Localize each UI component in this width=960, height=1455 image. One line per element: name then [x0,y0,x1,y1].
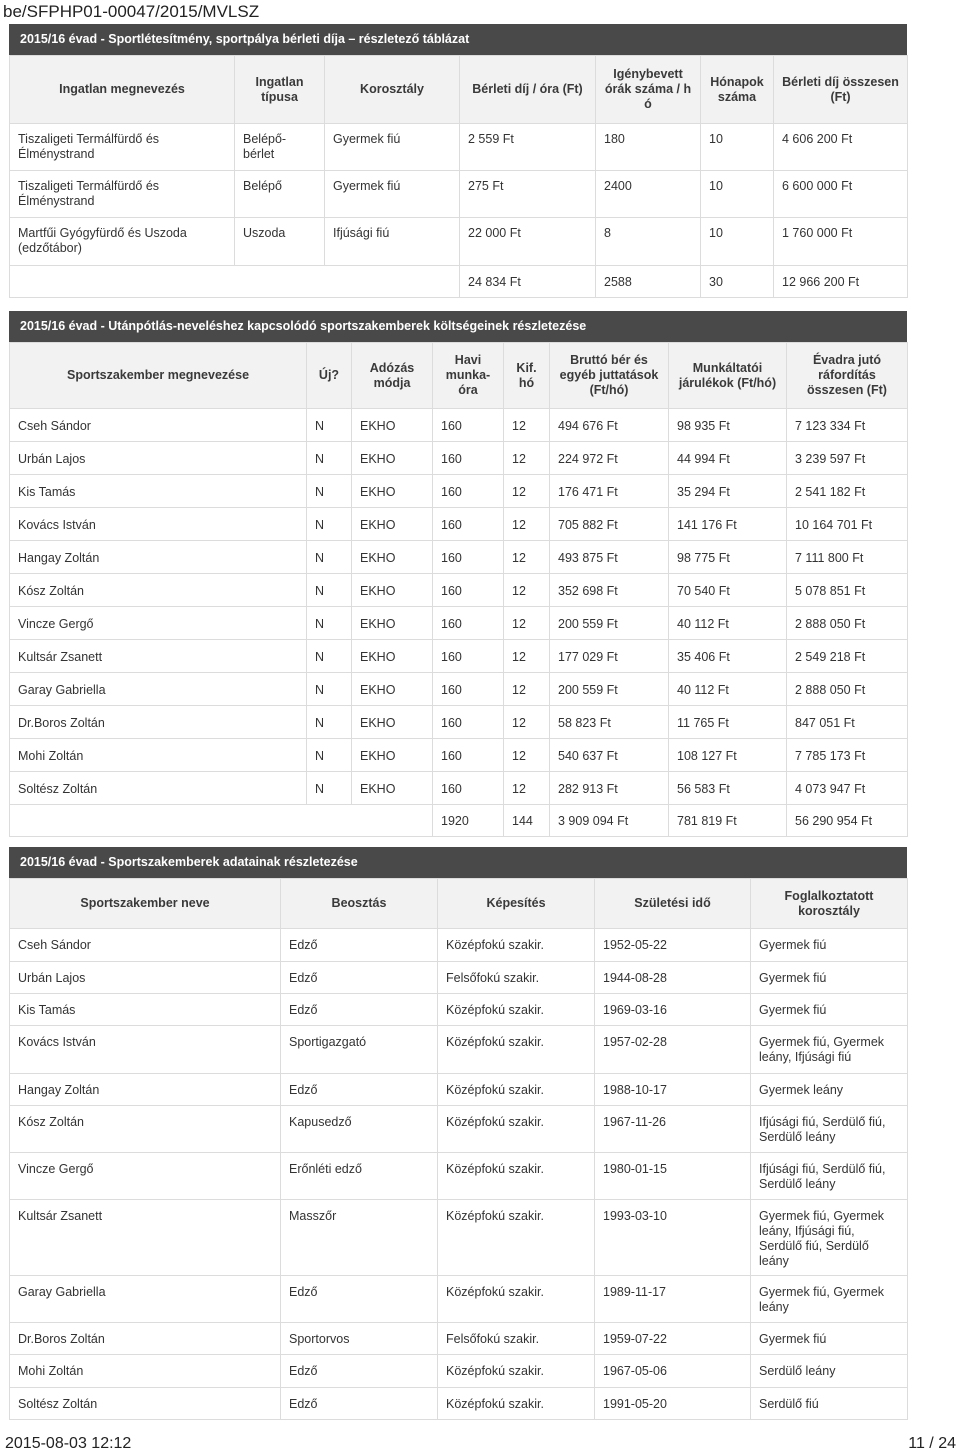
table-row [10,1026,908,1074]
table-cell: 3 239 597 Ft [787,442,908,475]
total-cell: 2588 [596,266,701,298]
table-cell: Belépő [235,171,325,218]
table-cell: Cseh Sándor [10,409,307,442]
table-cell: EKHO [352,475,433,508]
column-header: Képesítés [438,879,595,929]
table-cell: 352 698 Ft [550,574,669,607]
table-cell: 58 823 Ft [550,706,669,739]
table-cell: EKHO [352,574,433,607]
table-cell: EKHO [352,508,433,541]
total-cell: 56 290 954 Ft [787,805,908,837]
table-cell: 160 [433,475,504,508]
table-row [10,1200,908,1276]
table-cell: Középfokú szakir. [438,1276,595,1323]
table-cell: 40 112 Ft [669,673,787,706]
table-cell: EKHO [352,442,433,475]
table-cell: Cseh Sándor [10,929,281,962]
column-header: Ingatlan típusa [235,56,325,124]
table-cell: 7 111 800 Ft [787,541,908,574]
column-header: Születési idő [595,879,751,929]
table-row [10,218,908,266]
table-row [10,124,908,171]
table-cell: Garay Gabriella [10,1276,281,1323]
table-cell: 1967-11-26 [595,1106,751,1153]
table-cell: 1989-11-17 [595,1276,751,1323]
table-cell: 8 [596,218,701,266]
table-cell: Gyermek fiú, Gyermek leány, Ifjúsági fiú, Serdülő fiú, Serdülő leány [751,1200,908,1276]
table-cell: N [307,607,352,640]
table-cell: 494 676 Ft [550,409,669,442]
coach-details-table [9,878,908,1420]
table-cell: Kultsár Zsanett [10,1200,281,1276]
table-cell: 493 875 Ft [550,541,669,574]
table-cell: 847 051 Ft [787,706,908,739]
total-cell: 30 [701,266,774,298]
column-header: Munkáltatói járulékok (Ft/hó) [669,343,787,409]
table-row [10,772,908,805]
table-cell: 180 [596,124,701,171]
table-cell: Serdülő fiú [751,1388,908,1420]
table-cell: 7 123 334 Ft [787,409,908,442]
table-cell: Soltész Zoltán [10,1388,281,1420]
table-cell: N [307,508,352,541]
table-row [10,739,908,772]
table-header-row [10,56,908,124]
table-cell: 12 [504,475,550,508]
table-cell: 22 000 Ft [460,218,596,266]
section-title: 2015/16 évad - Sportszakemberek adatainak részletezése [9,847,907,878]
page-number: 11 / 24 [908,1435,956,1452]
table-cell: N [307,673,352,706]
table-cell: 160 [433,574,504,607]
table-cell: Sportigazgató [281,1026,438,1074]
table-row [10,475,908,508]
table-cell: 108 127 Ft [669,739,787,772]
table-cell: Középfokú szakir. [438,1106,595,1153]
table-cell: 12 [504,739,550,772]
table-cell: 12 [504,640,550,673]
table-cell: Gyermek fiú [751,994,908,1026]
table-cell: 2 549 218 Ft [787,640,908,673]
table-cell: 44 994 Ft [669,442,787,475]
table-cell: 224 972 Ft [550,442,669,475]
table-cell: 2 888 050 Ft [787,673,908,706]
coach-cost-table [9,342,908,837]
table-row [10,962,908,994]
table-cell: Kósz Zoltán [10,574,307,607]
table-cell: 4 073 947 Ft [787,772,908,805]
table-cell: Edző [281,1074,438,1106]
total-cell: 144 [504,805,550,837]
table-cell: Tiszaligeti Termálfürdő és Élménystrand [10,124,235,171]
table-row [10,929,908,962]
table-cell: 200 559 Ft [550,607,669,640]
table-cell: 1980-01-15 [595,1153,751,1200]
table-cell: 12 [504,409,550,442]
table-cell: 177 029 Ft [550,640,669,673]
table-cell: 12 [504,442,550,475]
table-cell: Gyermek leány [751,1074,908,1106]
table-cell: 12 [504,673,550,706]
table-cell: Dr.Boros Zoltán [10,1323,281,1355]
table-cell: 160 [433,739,504,772]
table-cell: 1959-07-22 [595,1323,751,1355]
table-cell: 35 294 Ft [669,475,787,508]
table-cell: EKHO [352,409,433,442]
table-cell: EKHO [352,640,433,673]
table-cell: 1988-10-17 [595,1074,751,1106]
table-cell: 2 559 Ft [460,124,596,171]
table-cell: Középfokú szakir. [438,1388,595,1420]
table-cell: 1944-08-28 [595,962,751,994]
table-cell: Tiszaligeti Termálfürdő és Élménystrand [10,171,235,218]
table-cell: 6 600 000 Ft [774,171,908,218]
table-cell: 160 [433,508,504,541]
table-cell: 176 471 Ft [550,475,669,508]
table-cell: Hangay Zoltán [10,541,307,574]
table-row [10,1355,908,1388]
table-cell: 160 [433,706,504,739]
table-cell: 12 [504,508,550,541]
table-cell: Edző [281,1388,438,1420]
table-cell: Erőnléti edző [281,1153,438,1200]
table-cell: 10 [701,218,774,266]
document-id: be/SFPHP01-00047/2015/MVLSZ [3,2,260,21]
column-header: Bérleti díj összesen (Ft) [774,56,908,124]
table-row [10,442,908,475]
column-header: Sportszakember neve [10,879,281,929]
table-cell: 160 [433,541,504,574]
table-cell: Ifjúsági fiú, Serdülő fiú, Serdülő leány [751,1106,908,1153]
table-row [10,640,908,673]
table-cell: 1969-03-16 [595,994,751,1026]
table-cell: N [307,772,352,805]
table-row [10,508,908,541]
table-cell: 12 [504,706,550,739]
table-cell: Felsőfokú szakir. [438,1323,595,1355]
table-cell: Vincze Gergő [10,1153,281,1200]
table-cell: 1993-03-10 [595,1200,751,1276]
table-cell: Serdülő leány [751,1355,908,1388]
table-cell: N [307,739,352,772]
table-cell: 40 112 Ft [669,607,787,640]
total-row [10,266,908,298]
table-cell: Gyermek fiú, Gyermek leány, Ifjúsági fiú [751,1026,908,1074]
table-cell: Edző [281,994,438,1026]
table-cell: N [307,541,352,574]
table-cell: Ifjúsági fiú, Serdülő fiú, Serdülő leány [751,1153,908,1200]
table-row [10,1388,908,1420]
table-cell: N [307,442,352,475]
facility-rental-table [9,55,908,298]
section-title: 2015/16 évad - Sportlétesítmény, sportpálya bérleti díja – részletező táblázat [9,24,907,55]
table-cell: EKHO [352,541,433,574]
table-cell: Urbán Lajos [10,962,281,994]
total-cell: 12 966 200 Ft [774,266,908,298]
table-cell: Belépő-bérlet [235,124,325,171]
table-cell: EKHO [352,772,433,805]
table-cell: 10 [701,171,774,218]
table-cell: N [307,475,352,508]
table-cell: 540 637 Ft [550,739,669,772]
table-cell: Edző [281,1355,438,1388]
table-cell: 160 [433,607,504,640]
table-cell: 11 765 Ft [669,706,787,739]
table-cell: 1991-05-20 [595,1388,751,1420]
total-row [10,805,908,837]
coach-details-section [9,847,907,1420]
table-cell: Soltész Zoltán [10,772,307,805]
table-header-row [10,879,908,929]
table-cell: Gyermek fiú [751,962,908,994]
total-cell: 781 819 Ft [669,805,787,837]
table-cell: 2 888 050 Ft [787,607,908,640]
table-cell: Gyermek fiú [325,124,460,171]
table-row [10,673,908,706]
column-header: Kif. hó [504,343,550,409]
table-cell: Gyermek fiú [325,171,460,218]
table-cell: Edző [281,962,438,994]
table-row [10,1276,908,1323]
table-cell: Középfokú szakir. [438,1026,595,1074]
table-row [10,1074,908,1106]
table-row [10,409,908,442]
table-row [10,1323,908,1355]
table-cell: EKHO [352,607,433,640]
table-cell: Középfokú szakir. [438,929,595,962]
table-cell: Martfűi Gyógyfürdő és Uszoda (edzőtábor) [10,218,235,266]
table-cell: Kovács István [10,1026,281,1074]
table-header-row [10,343,908,409]
table-cell: 705 882 Ft [550,508,669,541]
total-cell: 3 909 094 Ft [550,805,669,837]
table-cell: N [307,706,352,739]
table-cell: Urbán Lajos [10,442,307,475]
table-cell: 2 541 182 Ft [787,475,908,508]
facility-rental-section [9,24,907,298]
table-cell: 10 [701,124,774,171]
table-cell: Felsőfokú szakir. [438,962,595,994]
table-cell: 282 913 Ft [550,772,669,805]
table-cell: 275 Ft [460,171,596,218]
table-cell: Edző [281,929,438,962]
table-cell: N [307,409,352,442]
table-row [10,541,908,574]
table-cell: Hangay Zoltán [10,1074,281,1106]
table-cell: Kapusedző [281,1106,438,1153]
table-cell: 2400 [596,171,701,218]
table-cell: Kultsár Zsanett [10,640,307,673]
column-header: Új? [307,343,352,409]
table-cell: EKHO [352,706,433,739]
table-cell: Garay Gabriella [10,673,307,706]
coach-cost-section [9,311,907,837]
table-row [10,171,908,218]
total-label-cell [10,805,433,837]
table-cell: Kis Tamás [10,475,307,508]
table-cell: Mohi Zoltán [10,739,307,772]
table-cell: Kovács István [10,508,307,541]
table-cell: Középfokú szakir. [438,994,595,1026]
total-cell: 1920 [433,805,504,837]
table-cell: 12 [504,574,550,607]
table-cell: Kis Tamás [10,994,281,1026]
section-title: 2015/16 évad - Utánpótlás-neveléshez kapcsolódó sportszakemberek költségeinek részletezése [9,311,907,342]
total-cell: 24 834 Ft [460,266,596,298]
table-cell: Uszoda [235,218,325,266]
table-cell: Középfokú szakir. [438,1153,595,1200]
total-label-cell [10,266,460,298]
column-header: Foglalkoztatott korosztály [751,879,908,929]
column-header: Igénybevett órák száma / h ó [596,56,701,124]
column-header: Sportszakember megnevezése [10,343,307,409]
table-row [10,574,908,607]
column-header: Bruttó bér és egyéb juttatások (Ft/hó) [550,343,669,409]
table-cell: Középfokú szakir. [438,1355,595,1388]
table-cell: Kósz Zoltán [10,1106,281,1153]
table-cell: Ifjúsági fiú [325,218,460,266]
table-row [10,994,908,1026]
table-cell: EKHO [352,739,433,772]
table-cell: 1967-05-06 [595,1355,751,1388]
table-cell: 4 606 200 Ft [774,124,908,171]
table-cell: 98 935 Ft [669,409,787,442]
column-header: Korosztály [325,56,460,124]
table-cell: Gyermek fiú [751,929,908,962]
table-cell: 1 760 000 Ft [774,218,908,266]
table-cell: N [307,640,352,673]
table-cell: Középfokú szakir. [438,1074,595,1106]
table-cell: 5 078 851 Ft [787,574,908,607]
table-cell: 160 [433,442,504,475]
table-row [10,1106,908,1153]
column-header: Ingatlan megnevezés [10,56,235,124]
table-cell: 141 176 Ft [669,508,787,541]
table-cell: EKHO [352,673,433,706]
print-timestamp: 2015-08-03 12:12 [5,1435,132,1452]
table-cell: 10 164 701 Ft [787,508,908,541]
table-cell: Masszőr [281,1200,438,1276]
table-cell: Középfokú szakir. [438,1200,595,1276]
column-header: Adózás módja [352,343,433,409]
table-cell: 35 406 Ft [669,640,787,673]
table-cell: N [307,574,352,607]
table-cell: 160 [433,409,504,442]
table-cell: 1952-05-22 [595,929,751,962]
column-header: Hónapok száma [701,56,774,124]
table-cell: Mohi Zoltán [10,1355,281,1388]
table-cell: Sportorvos [281,1323,438,1355]
table-cell: 160 [433,673,504,706]
table-row [10,1153,908,1200]
table-cell: 1957-02-28 [595,1026,751,1074]
table-cell: Edző [281,1276,438,1323]
column-header: Havi munka-óra [433,343,504,409]
table-cell: 12 [504,541,550,574]
column-header: Bérleti díj / óra (Ft) [460,56,596,124]
table-cell: Vincze Gergő [10,607,307,640]
table-cell: 7 785 173 Ft [787,739,908,772]
table-cell: 12 [504,607,550,640]
table-row [10,607,908,640]
table-cell: 160 [433,640,504,673]
table-cell: 200 559 Ft [550,673,669,706]
table-cell: Gyermek fiú [751,1323,908,1355]
column-header: Beosztás [281,879,438,929]
table-cell: 70 540 Ft [669,574,787,607]
table-cell: Gyermek fiú, Gyermek leány [751,1276,908,1323]
table-cell: 56 583 Ft [669,772,787,805]
table-cell: Dr.Boros Zoltán [10,706,307,739]
table-row [10,706,908,739]
table-cell: 98 775 Ft [669,541,787,574]
table-cell: 160 [433,772,504,805]
column-header: Évadra jutó ráfordítás összesen (Ft) [787,343,908,409]
table-cell: 12 [504,772,550,805]
